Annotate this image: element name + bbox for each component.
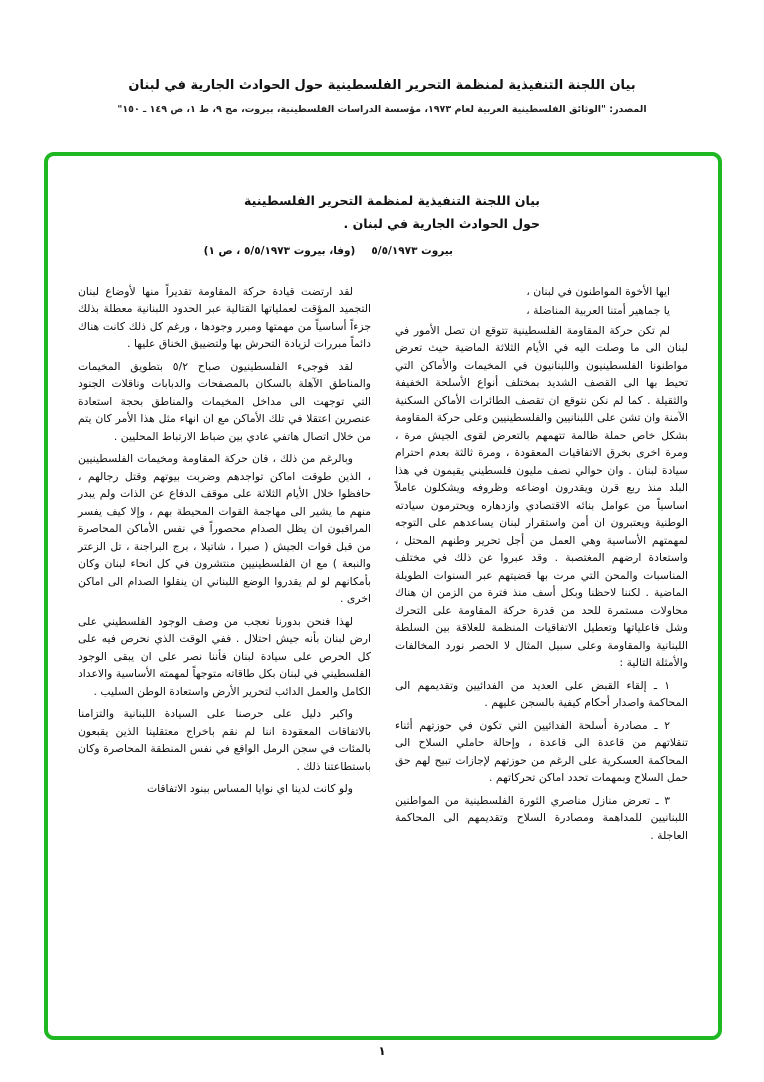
dateline	[78, 245, 453, 257]
page-title: بيان اللجنة التنفيذية لمنظمة التحرير الفلسطينية حول الحوادث الجارية في لبنان	[128, 78, 636, 93]
paragraph: لقد فوجىء الفلسطينيون صباح ٥/٢ بتطويق المخيمات والمناطق الآهلة بالسكان بالمصفحات والدبابات وناقلات الجنود التي توجهت الى مداخل المخيمات والمناطق بحجة استعادة عنصرين اعتقلا في تلك الأماكن مع ان انهاء مثل هذا الأمر كان يتم من خلال اتصال هاتفي عادي بين ضباط الارتباط المحليين .	[78, 359, 371, 443]
dateline-place-date: بيروت ٥/٥/١٩٧٣	[371, 245, 453, 257]
paragraph: لقد ارتضت قيادة حركة المقاومة تقديراً منها لأوضاع لبنان التجميد المؤقت لعملياتها القتالية عبر الحدود اللبنانية معطلة بذلك جزءاً أساسياً من مهمتها ومبرر وجودها ، ورغم كل ذلك كانت هناك دائماً مبررات لزيادة التحرش بها ولتضييق الخناق عليها .	[78, 285, 371, 351]
left-column	[78, 283, 371, 849]
source-citation: المصدر: "الوثائق الفلسطينية العربية لعام ١٩٧٣، مؤسسة الدراسات الفلسطينية، بيروت، مج ٩، ط ١، ص ١٤٩ ـ ١٥٠"	[117, 104, 647, 115]
list-item: ١ ـ إلقاء القبض على العديد من الفدائيين وتقديمهم الى المحاكمة واصدار أحكام كيفية بالسجن عليهم .	[395, 678, 688, 710]
paragraph: وبالرغم من ذلك ، فان حركة المقاومة ومخيمات الفلسطينيين ، الذين طوقت اماكن تواجدهم وضربت بيوتهم وقتل رجالهم ، حافظوا خلال الأيام الثلاثة على موقف الدفاع عن الذات ولم يبدر منهم ما يشير الى مهاجمة القوات المحيطة بهم ، وإلا كيف يفسر المراقبون ان يظل الصدام محصوراً في نفس الأماكن المحاصرة من قبل قوات الجيش ( صبرا ، شاتيلا ، برج البراجنة ، تل الزعتر والنبعة ) مع ان الفلسطينيين منتشرون في كل انحاء لبنان وكان بأمكانهم لو لم يقدروا الوضع اللبناني ان ينقلوا الصدام الى اماكن اخرى .	[78, 452, 371, 606]
paragraph: ايها الأخوة المواطنون في لبنان ،	[526, 285, 670, 298]
paragraph: ولو كانت لدينا اي نوايا المساس ببنود الاتفاقات	[146, 782, 353, 796]
paragraph: لهذا فنحن بدورنا نعجب من وصف الوجود الفلسطيني على ارض لبنان بأنه جيش احتلال . ففي الوقت الذي نحرص فيه على كل الحرص على سيادة لبنان فأننا نصر على ان يبقى الوجود الفلسطيني في لبنان بكل طاقاته متوجهاً لمهمته الأساسية والاعداد الكامل والعمل الدائب لتحرير الأرض واستعادة الوطن السليب .	[78, 614, 371, 698]
paragraph: يا جماهير أمتنا العربية المناضلة ،	[526, 304, 670, 318]
list-item: ٢ ـ مصادرة أسلحة الفدائيين التي تكون في حوزتهم أثناء تنقلاتهم من قاعدة الى قاعدة ، وإحالة حاملي السلاح الى المحاكمة العسكرية على الرغم من حوزتهم لإجازات تبيح لهم حق حمل السلاح وبمهمات تحدد اماكن تحركاتهم .	[395, 718, 688, 785]
page-number: ١	[378, 1044, 386, 1058]
document-frame	[44, 152, 722, 1040]
list-item: ٣ ـ تعرض منازل مناصري الثورة الفلسطينية من المواطنين اللبنانيين للمداهمة ومصادرة السلاح وتقديمهم الى المحاكمة العاجلة .	[395, 793, 688, 842]
dateline-source-ref: (وفا، بيروت ٥/٥/١٩٧٣ ، ص ١)	[203, 245, 356, 257]
text-columns	[78, 283, 688, 849]
document-heading: بيان اللجنة التنفيذية لمنظمة التحرير الفلسطينية حول الحوادث الجارية في لبنان .	[244, 193, 540, 231]
paragraph: لم تكن حركة المقاومة الفلسطينية تتوقع ان تصل الأمور في لبنان الى ما وصلت اليه في الأيام الثلاثة الماضية حيث تعرض مواطنونا الفلسطينيون واللبنانيون في المخيمات والأماكن التي تحيط بها الى القصف الشديد بمختلف أنواع الأسلحة الخفيفة والثقيلة . كما لم نكن نتوقع ان تقصف الطائرات الأماكن السكنية الآمنة وان تشن على اللبنانيين والفلسطينيين وعلى حركة المقاومة بشكل خاص حملة ظالمة تتهمهم بالتعرض لقوى الجيش مرة ، ومرة اخرى بخرق الاتفاقيات المعقودة ، ومرة ثالثة بعدم احترام سيادة لبنان . وان حوالي نصف مليون فلسطيني يقيمون في هذا البلد منذ ربع قرن ويقدرون اوضاعه وظروفه ويشكلون عاملاً اساسياً من عوامل بنائه الاقتصادي وازدهاره ويحترمون سيادته الوطنية ويعتبرون ان أمن واستقرار لبنان يساعدهم على التوجه لمهمتهم الأساسية وهي العمل من أجل تحرير وطنهم المحتل ، واستعادة ارضهم المغتصبة . وقد عبروا عن ذلك في مختلف المناسبات والمحن التي مرت بها قضيتهم عبر السنوات الطويلة الماضية . لكننا لاحظنا وبكل أسف منذ فترة من الزمن ان هناك محاولات مستمرة للحد من قدرة حركة المقاومة على التحرك وشل فاعلياتها وتعطيل الاتفاقيات المنظمة للعلاقة بين السلطة اللبنانية والمقاومة وعلى سبيل المثال لا الحصر نورد المخالفات والأمثلة التالية :	[395, 323, 688, 670]
paragraph: واكبر دليل على حرصنا على السيادة اللبنانية والتزامنا بالاتفاقات المعقودة اننا لم نقم باخراج معتقلينا الذين يقبعون بالمئات في سجن الرمل الواقع في نفس المنطقة المحاصرة وكان باستطاعتنا ذلك .	[78, 707, 371, 773]
right-column	[395, 283, 688, 849]
